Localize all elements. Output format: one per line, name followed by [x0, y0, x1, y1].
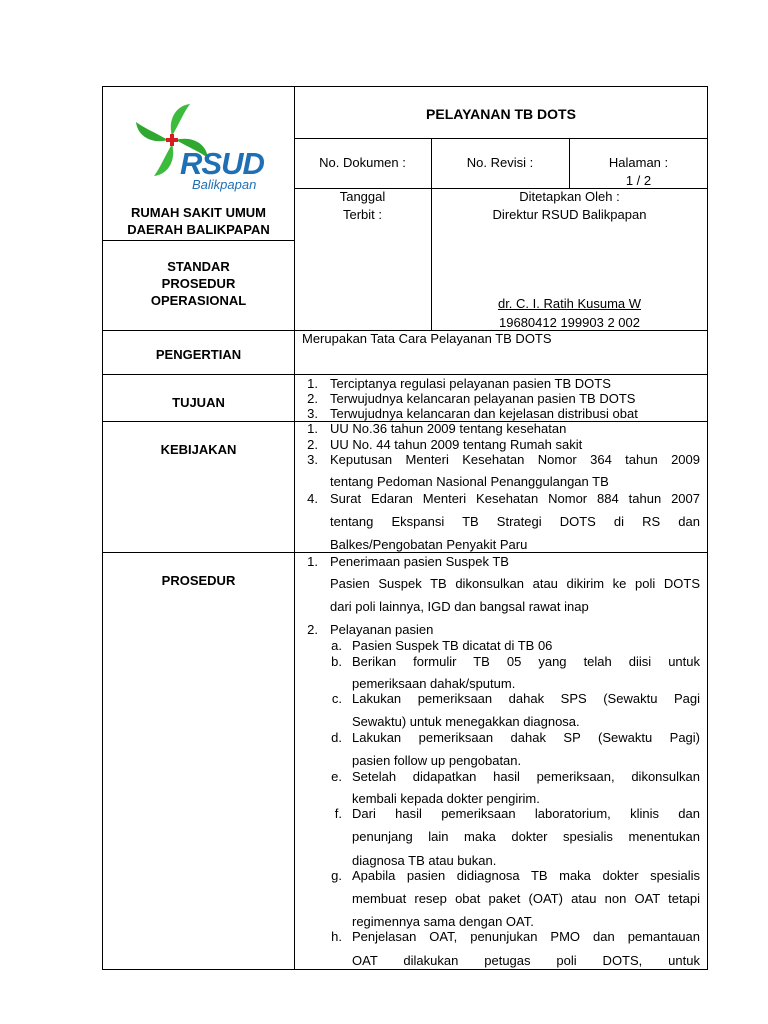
sub-item: Berikan formulir TB 05 yang telah diisi untuk [352, 654, 700, 669]
list-marker: 2. [307, 391, 318, 406]
tanggal-label: Tanggal [339, 189, 386, 204]
sop-label-line1: STANDAR [167, 259, 230, 274]
logo-city-text: Balikpapan [192, 177, 257, 192]
tujuan-label: TUJUAN [172, 395, 225, 410]
sub-item-continued: OAT dilakukan petugas poli DOTS, untuk [352, 953, 700, 968]
list-item: UU No.36 tahun 2009 tentang kesehatan [330, 421, 567, 436]
list-marker: 1. [307, 421, 318, 436]
sub-item-continued: Sewaktu) untuk menegakkan diagnosa. [352, 714, 580, 729]
halaman-label: Halaman : [608, 155, 669, 170]
hospital-name-line2: DAERAH BALIKPAPAN [127, 222, 270, 237]
sop-label-line3: OPERASIONAL [150, 293, 247, 308]
list-marker: 4. [307, 491, 318, 506]
terbit-label: Terbit : [342, 207, 382, 222]
list-item: Keputusan Menteri Kesehatan Nomor 364 tahun 2009 [330, 452, 700, 467]
list-item-continued: tentang Pedoman Nasional Penanggulangan TB [330, 474, 609, 489]
row-divider [294, 138, 708, 139]
list-item: UU No. 44 tahun 2009 tentang Rumah sakit [330, 437, 583, 452]
halaman-value: 1 / 2 [625, 173, 652, 188]
list-item-text: Pasien Suspek TB dikonsulkan atau dikirim ke poli DOTS [330, 576, 700, 591]
sub-item-continued: diagnosa TB atau bukan. [352, 853, 497, 868]
sub-item: Apabila pasien didiagnosa TB maka dokter spesialis [352, 868, 700, 883]
list-marker: 3. [307, 406, 318, 421]
hospital-logo [130, 100, 270, 195]
list-marker: 2. [307, 622, 318, 637]
list-item-continued: Balkes/Pengobatan Penyakit Paru [330, 537, 528, 552]
hospital-name-line1: RUMAH SAKIT UMUM [130, 205, 267, 220]
sub-marker: c. [331, 691, 342, 706]
list-item: Terwujudnya kelancaran dan kejelasan distribusi obat [330, 406, 638, 421]
pengertian-text: Merupakan Tata Cara Pelayanan TB DOTS [302, 331, 552, 346]
list-marker: 1. [307, 376, 318, 391]
sub-item-continued: regimennya sama dengan OAT. [352, 914, 534, 929]
prosedur-label: PROSEDUR [161, 573, 236, 588]
direktur-label: Direktur RSUD Balikpapan [492, 207, 647, 222]
sub-item: Lakukan pemeriksaan dahak SPS (Sewaktu Pagi [352, 691, 700, 706]
sub-marker: b. [331, 654, 342, 669]
sub-item: Dari hasil pemeriksaan laboratorium, klinis dan [352, 806, 700, 821]
row-divider [102, 374, 708, 375]
list-item: Penerimaan pasien Suspek TB [330, 554, 509, 569]
sub-marker: d. [331, 730, 342, 745]
no-dokumen-label: No. Dokumen : [319, 155, 406, 170]
list-item: Terwujudnya kelancaran pelayanan pasien TB DOTS [330, 391, 636, 406]
signatory-name: dr. C. I. Ratih Kusuma W [497, 296, 642, 311]
sub-item: Pasien Suspek TB dicatat di TB 06 [352, 638, 553, 653]
sub-marker: h. [331, 929, 342, 944]
list-marker: 1. [307, 554, 318, 569]
list-item: Pelayanan pasien [330, 622, 434, 637]
list-item: Terciptanya regulasi pelayanan pasien TB DOTS [330, 376, 611, 391]
sub-item: Lakukan pemeriksaan dahak SP (Sewaktu Pagi) [352, 730, 700, 745]
sub-item-continued: pasien follow up pengobatan. [352, 753, 522, 768]
ditetapkan-label: Ditetapkan Oleh : [519, 189, 620, 204]
row-divider [102, 552, 708, 553]
list-item: Surat Edaran Menteri Kesehatan Nomor 884 tahun 2007 [330, 491, 700, 506]
list-marker: 2. [307, 437, 318, 452]
kebijakan-label: KEBIJAKAN [160, 442, 237, 457]
sub-item-continued: kembali kepada dokter pengirim. [352, 791, 540, 806]
sub-item: Setelah didapatkan hasil pemeriksaan, dikonsulkan [352, 769, 700, 784]
sub-marker: f. [334, 806, 342, 821]
sub-item-continued: membuat resep obat paket (OAT) atau non OAT tetapi [352, 891, 700, 906]
sub-marker: a. [331, 638, 342, 653]
sub-marker: e. [331, 769, 342, 784]
sop-label-line2: PROSEDUR [161, 276, 236, 291]
document-title: PELAYANAN TB DOTS [426, 106, 576, 122]
signatory-nip: 19680412 199903 2 002 [499, 315, 640, 330]
no-revisi-label: No. Revisi : [466, 155, 534, 170]
sub-item-continued: pemeriksaan dahak/sputum. [352, 676, 516, 691]
list-item-continued: tentang Ekspansi TB Strategi DOTS di RS dan [330, 514, 700, 529]
row-divider [102, 240, 294, 241]
logo-brand-text: RSUD [180, 146, 264, 181]
sub-item-continued: penunjang lain maka dokter spesialis menentukan [352, 829, 700, 844]
list-item-text: dari poli lainnya, IGD dan bangsal rawat inap [330, 599, 589, 614]
sub-item: Penjelasan OAT, penunjukan PMO dan pemantauan [352, 929, 700, 944]
pengertian-label: PENGERTIAN [155, 347, 242, 362]
list-marker: 3. [307, 452, 318, 467]
sub-marker: g. [331, 868, 342, 883]
